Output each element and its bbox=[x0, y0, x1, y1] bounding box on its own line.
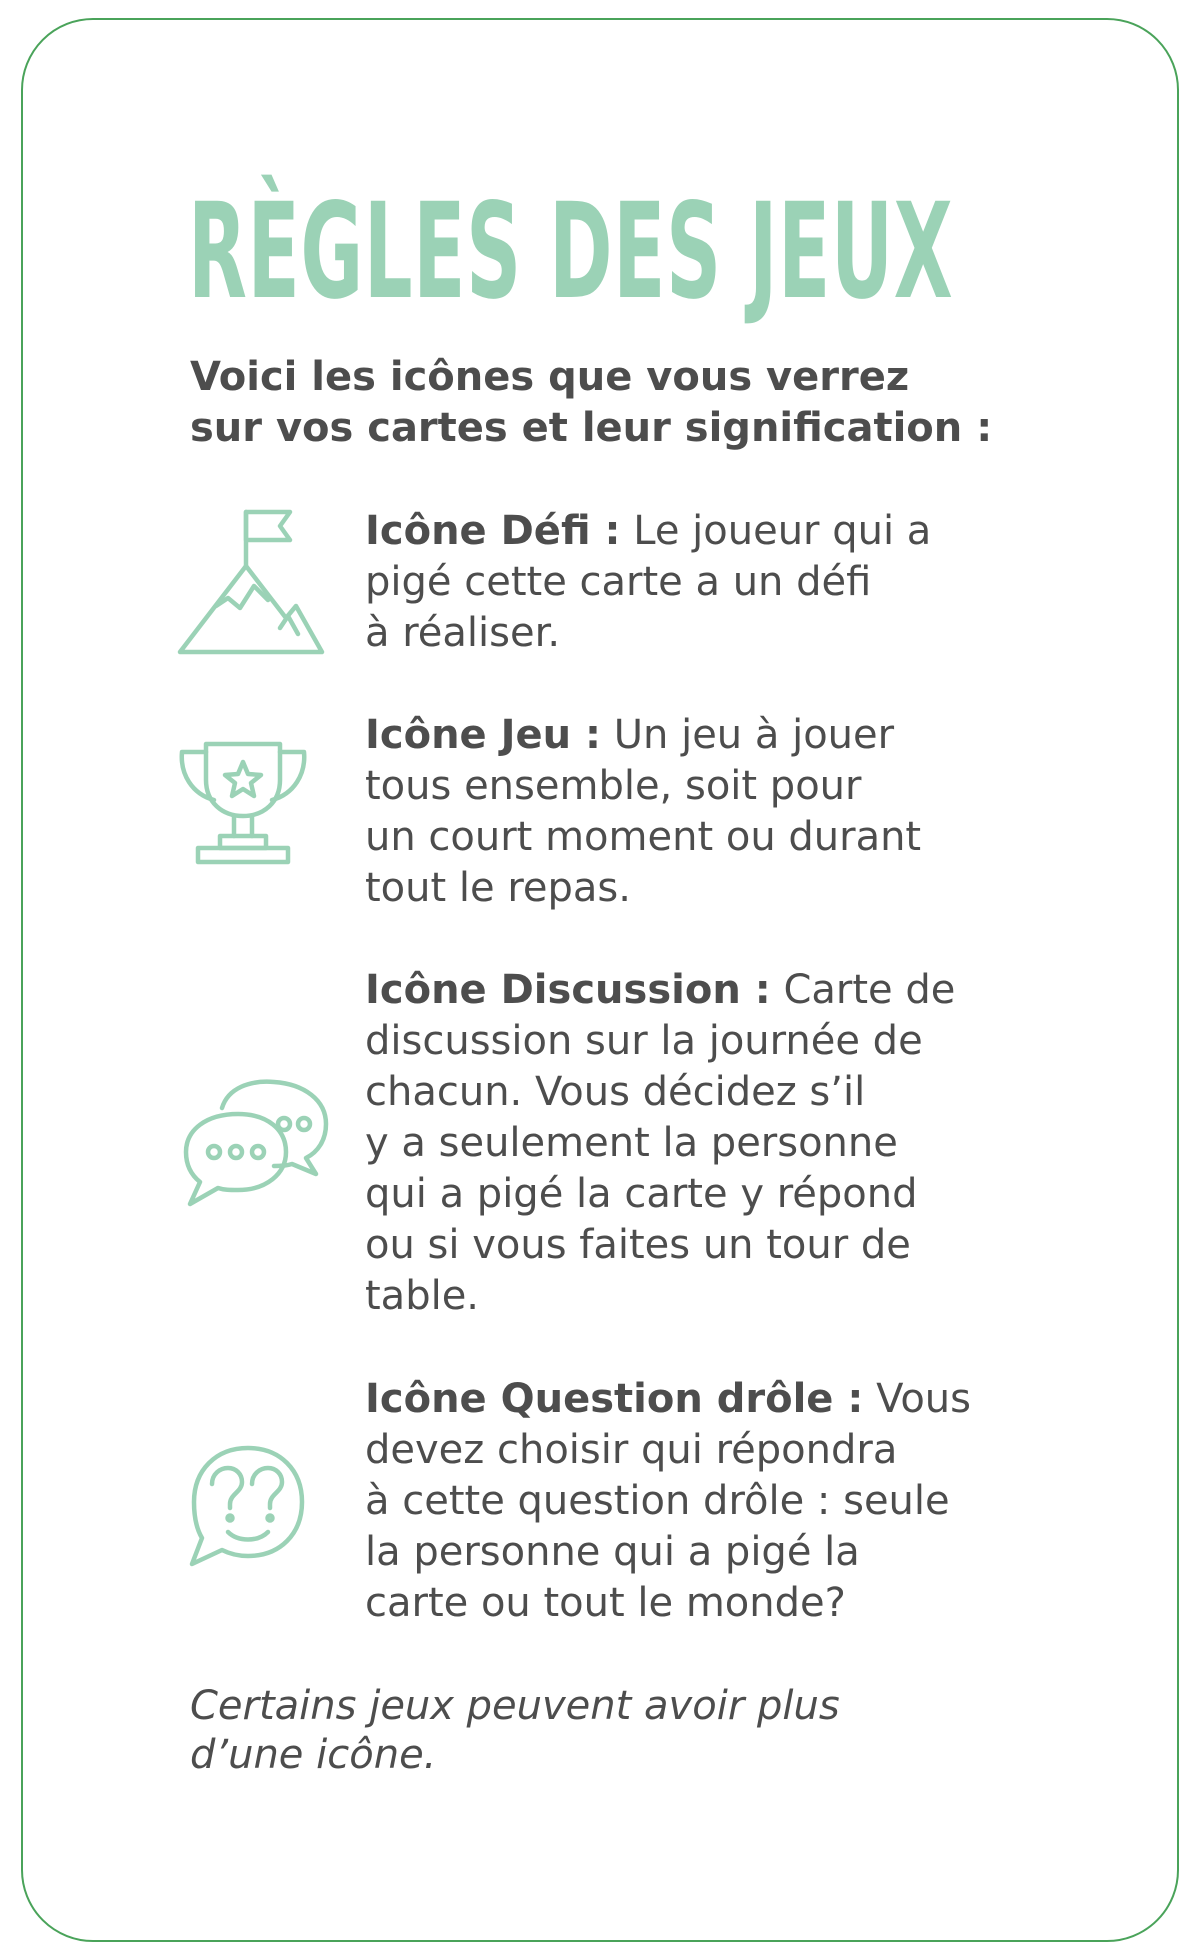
rule-line: qui a pigé la carte y répond bbox=[365, 1171, 918, 1217]
rule-label: Icône Question drôle : bbox=[365, 1376, 864, 1422]
intro-text bbox=[190, 352, 1070, 454]
rule-label: Icône Discussion : bbox=[365, 967, 771, 1013]
rule-line: à cette question drôle : seule bbox=[365, 1478, 950, 1524]
rule-line: la personne qui a pigé la bbox=[365, 1529, 860, 1575]
rule-line: Carte de bbox=[783, 967, 956, 1013]
rule-line: ou si vous faites un tour de bbox=[365, 1222, 911, 1268]
rule-line: discussion sur la journée de bbox=[365, 1018, 923, 1064]
rule-line: Le joueur qui a bbox=[633, 508, 932, 554]
rule-defi bbox=[365, 506, 1025, 659]
question-bubble-icon bbox=[186, 1444, 306, 1570]
rule-line: tout le repas. bbox=[365, 865, 631, 911]
rule-line: y a seulement la personne bbox=[365, 1120, 898, 1166]
page-title: RÈGLES DES JEUX bbox=[188, 175, 954, 329]
rule-label: Icône Jeu : bbox=[365, 712, 602, 758]
rule-label: Icône Défi : bbox=[365, 508, 621, 554]
rule-line: carte ou tout le monde? bbox=[365, 1580, 846, 1626]
rule-line: Un jeu à jouer bbox=[613, 712, 895, 758]
intro-line: Voici les icônes que vous verrez bbox=[190, 354, 910, 400]
rule-line: pigé cette carte a un défi bbox=[365, 559, 872, 605]
rule-line: devez choisir qui répondra bbox=[365, 1427, 898, 1473]
speech-bubbles-icon bbox=[180, 1078, 336, 1214]
rule-line: table. bbox=[365, 1273, 480, 1319]
footer-line: d’une icône. bbox=[190, 1732, 437, 1778]
trophy-icon bbox=[176, 740, 310, 866]
rule-line: chacun. Vous décidez s’il bbox=[365, 1069, 866, 1115]
footer-note bbox=[190, 1682, 1090, 1780]
rule-line: à réaliser. bbox=[365, 610, 561, 656]
rule-line: Vous bbox=[876, 1376, 971, 1422]
rule-discussion bbox=[365, 965, 1025, 1322]
rule-line: un court moment ou durant bbox=[365, 814, 922, 860]
intro-line: sur vos cartes et leur signification : bbox=[190, 405, 993, 451]
rule-jeu bbox=[365, 710, 1025, 914]
rule-question-drole bbox=[365, 1374, 1025, 1629]
mountain-flag-icon bbox=[176, 508, 326, 656]
footer-line: Certains jeux peuvent avoir plus bbox=[190, 1683, 840, 1729]
rule-line: tous ensemble, soit pour bbox=[365, 763, 862, 809]
